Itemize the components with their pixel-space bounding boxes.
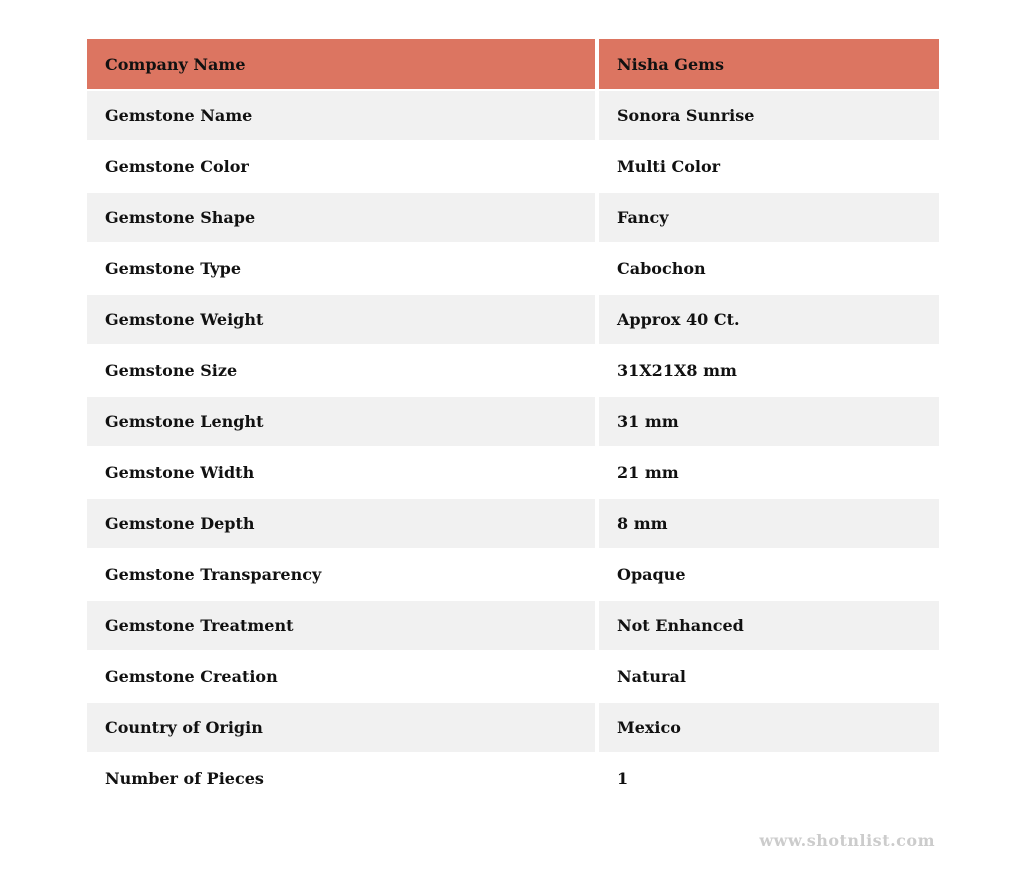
row-value-country-of-origin: Mexico	[599, 703, 939, 752]
row-label-gemstone-color: Gemstone Color	[87, 142, 595, 191]
row-label-gemstone-treatment: Gemstone Treatment	[87, 601, 595, 650]
row-label-gemstone-depth: Gemstone Depth	[87, 499, 595, 548]
row-label-country-of-origin: Country of Origin	[87, 703, 595, 752]
row-value-gemstone-creation: Natural	[599, 652, 939, 701]
row-value-gemstone-transparency: Opaque	[599, 550, 939, 599]
row-label-gemstone-transparency: Gemstone Transparency	[87, 550, 595, 599]
row-value-gemstone-shape: Fancy	[599, 193, 939, 242]
row-value-gemstone-treatment: Not Enhanced	[599, 601, 939, 650]
row-label-gemstone-size: Gemstone Size	[87, 346, 595, 395]
row-value-gemstone-width: 21 mm	[599, 448, 939, 497]
row-label-gemstone-name: Gemstone Name	[87, 91, 595, 140]
site-watermark: www.shotnlist.com	[759, 831, 935, 850]
row-value-number-of-pieces: 1	[599, 754, 939, 803]
row-value-gemstone-type: Cabochon	[599, 244, 939, 293]
row-value-gemstone-lenght: 31 mm	[599, 397, 939, 446]
table-header-value: Nisha Gems	[599, 39, 939, 89]
row-label-gemstone-creation: Gemstone Creation	[87, 652, 595, 701]
gemstone-spec-table	[87, 39, 939, 803]
table-header-label: Company Name	[87, 39, 595, 89]
row-value-gemstone-weight: Approx 40 Ct.	[599, 295, 939, 344]
row-value-gemstone-name: Sonora Sunrise	[599, 91, 939, 140]
row-label-gemstone-weight: Gemstone Weight	[87, 295, 595, 344]
row-label-gemstone-lenght: Gemstone Lenght	[87, 397, 595, 446]
row-value-gemstone-size: 31X21X8 mm	[599, 346, 939, 395]
row-label-gemstone-type: Gemstone Type	[87, 244, 595, 293]
row-label-gemstone-width: Gemstone Width	[87, 448, 595, 497]
row-value-gemstone-color: Multi Color	[599, 142, 939, 191]
row-label-gemstone-shape: Gemstone Shape	[87, 193, 595, 242]
row-value-gemstone-depth: 8 mm	[599, 499, 939, 548]
row-label-number-of-pieces: Number of Pieces	[87, 754, 595, 803]
